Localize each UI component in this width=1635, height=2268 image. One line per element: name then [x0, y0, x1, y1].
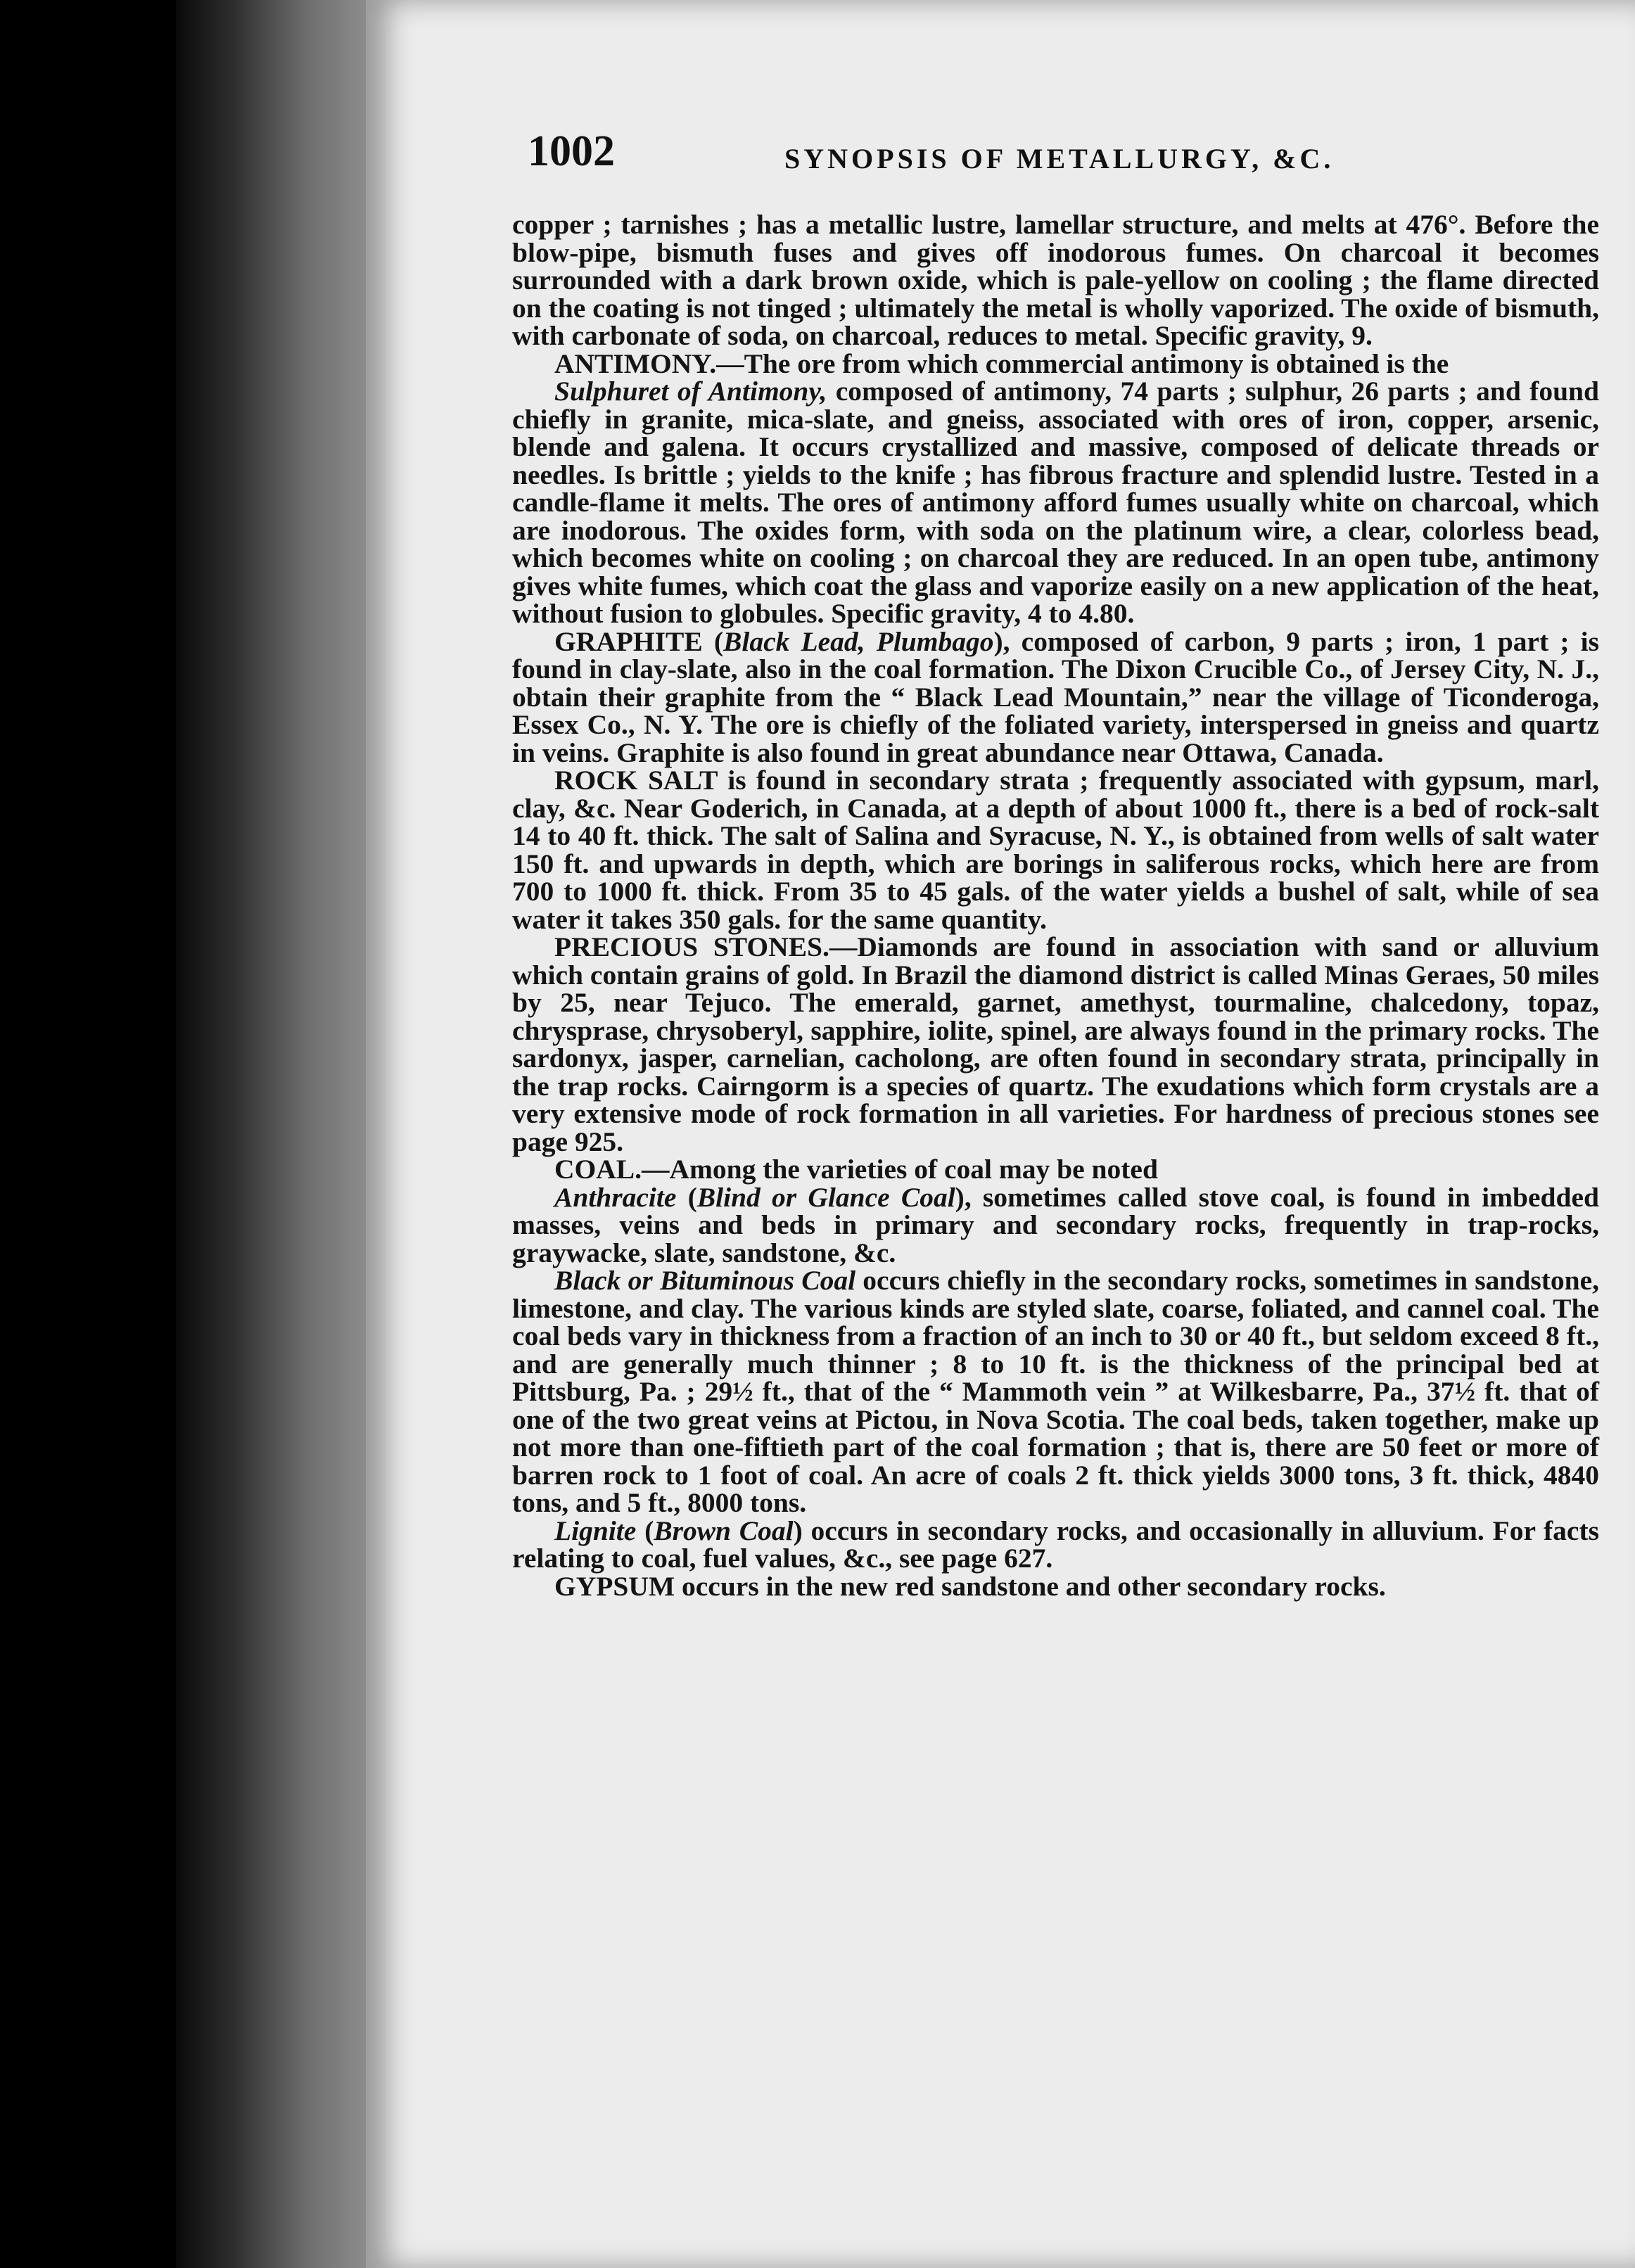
paragraph-bismuth-continued: copper ; tarnishes ; has a metallic lustre, lamellar structure, and melts at 476°. Before the blow-pipe, bismuth fuses and gives off inodorous fumes. On charcoal it becomes surrounded with a dark brown oxide, which is pale-yellow on cooling ; the flame directed on the coating is not tinged ; ultimately the metal is wholly vaporized. The oxide of bismuth, with carbonate of soda, on charcoal, reduces to metal. Specific gravity, 9. — [512, 209, 1599, 351]
paragraph-antimony: ANTIMONY.—The ore from which commercial antimony is obtained is the — [554, 348, 1449, 379]
paragraph-sulphuret-of-antimony: Sulphuret of Antimony, composed of antimony, 74 parts ; sulphur, 26 parts ; and found chiefly in granite, mica-slate, and gneiss, associated with ores of iron, copper, arsenic, blende and galena. It occurs crystallized and massive, composed of delicate threads or needles. Is brittle ; yields to the knife ; has fibrous fracture and splendid lustre. Tested in a candle-flame it melts. The ores of antimony afford fumes usually white on charcoal, which are inodorous. The oxides form, with soda on the platinum wire, a clear, colorless bead, which becomes white on cooling ; on charcoal they are reduced. In an open tube, antimony gives white fumes, which coat the glass and vaporize easily on a new application of the heat, without fusion to globules. Specific gravity, 4 to 4.80. — [512, 376, 1599, 629]
paragraph-bituminous-coal: Black or Bituminous Coal occurs chiefly in the secondary rocks, sometimes in sandstone, limestone, and clay. The various kinds are styled slate, coarse, foliated, and cannel coal. The coal beds vary in thickness from a fraction of an inch to 30 or 40 ft., but seldom exceed 8 ft., and are generally much thinner ; 8 to 10 ft. is the thickness of the principal bed at Pittsburg, Pa. ; 29½ ft., that of the “ Mammoth vein ” at Wilkesbarre, Pa., 37½ ft. that of one of the two great veins at Pictou, in Nova Scotia. The coal beds, taken together, make up not more than one-fiftieth part of the coal formation ; that is, there are 50 feet or more of barren rock to 1 foot of coal. An acre of coals 2 ft. thick yields 3000 tons, 3 ft. thick, 4840 tons, and 5 ft., 8000 tons. — [512, 1265, 1599, 1518]
paragraph-graphite: GRAPHITE (Black Lead, Plumbago), composed of carbon, 9 parts ; iron, 1 part ; is found in clay-slate, also in the coal formation. The Dixon Crucible Co., of Jersey City, N. J., obtain their graphite from the “ Black Lead Mountain,” near the village of Ticonderoga, Essex Co., N. Y. The ore is chiefly of the foliated variety, interspersed in gneiss and quartz in veins. Graphite is also found in great abundance near Ottawa, Canada. — [512, 625, 1599, 768]
page-header — [528, 127, 1372, 183]
body-text — [512, 211, 1599, 1600]
paragraph-coal: COAL.—Among the varieties of coal may be noted — [554, 1154, 1158, 1185]
paragraph-precious-stones: PRECIOUS STONES.—Diamonds are found in association with sand or alluvium which contain grains of gold. In Brazil the diamond district is called Minas Geraes, 50 miles by 25, near Tejuco. The emerald, garnet, amethyst, tourmaline, chalcedony, topaz, chrysprase, chrysoberyl, sapphire, iolite, spinel, are always found in the primary rocks. The sardonyx, jasper, carnelian, cacholong, are often found in secondary strata, principally in the trap rocks. Cairngorm is a species of quartz. The exudations which form crystals are a very extensive mode of rock formation in all varieties. For hardness of precious stones see page 925. — [512, 931, 1599, 1157]
paragraph-anthracite: Anthracite (Blind or Glance Coal), sometimes called stove coal, is found in imbedded masses, veins and beds in primary and secondary rocks, frequently in trap-rocks, graywacke, slate, sandstone, &c. — [512, 1181, 1599, 1268]
paragraph-gypsum: GYPSUM occurs in the new red sandstone and other secondary rocks. — [554, 1570, 1386, 1602]
paragraph-rock-salt: ROCK SALT is found in secondary strata ; frequently associated with gypsum, marl, clay, &c. Near Goderich, in Canada, at a depth of about 1000 ft., there is a bed of rock-salt 14 to 40 ft. thick. The salt of Salina and Syracuse, N. Y., is obtained from wells of salt water 150 ft. and upwards in depth, which are borings in saliferous rocks, which here are from 700 to 1000 ft. thick. From 35 to 45 gals. of the water yields a bushel of salt, while of sea water it takes 350 gals. for the same quantity. — [512, 765, 1599, 935]
running-head: SYNOPSIS OF METALLURGY, &C. — [784, 143, 1335, 174]
paragraph-lignite: Lignite (Brown Coal) occurs in secondary rocks, and occasionally in alluvium. For facts relating to coal, fuel values, &c., see page 627. — [512, 1515, 1599, 1574]
book-fore-edge — [176, 0, 366, 2268]
page-number: 1002 — [528, 127, 615, 175]
